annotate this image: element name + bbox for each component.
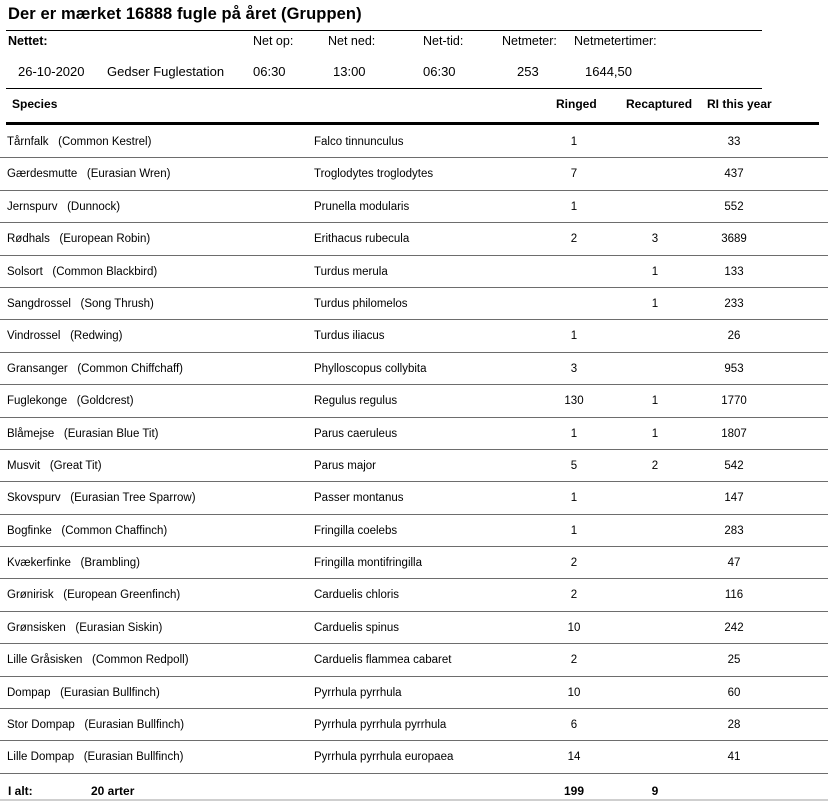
species-name: Blåmejse (Eurasian Blue Tit) — [7, 427, 159, 440]
latin-name: Carduelis chloris — [314, 589, 400, 602]
ringed-count: 5 — [570, 459, 578, 472]
col-recaptured: Recaptured — [626, 97, 693, 111]
ringed-count: 1 — [570, 330, 578, 343]
table-row — [0, 256, 828, 288]
species-name: Solsort (Common Blackbird) — [7, 265, 158, 278]
species-name: Gærdesmutte (Eurasian Wren) — [7, 168, 171, 181]
latin-name: Fringilla coelebs — [314, 524, 398, 537]
table-row — [0, 126, 828, 158]
col-ri-this-year: RI this year — [707, 97, 772, 111]
table-row — [0, 741, 828, 773]
year-count: 242 — [724, 621, 744, 634]
netmeter-value: 253 — [517, 64, 539, 79]
title-divider — [6, 30, 762, 31]
table-row — [0, 158, 828, 190]
ringed-count: 3 — [570, 362, 578, 375]
year-count: 1770 — [721, 395, 747, 408]
ringed-count: 2 — [570, 233, 578, 246]
netmetertimer-label: Netmetertimer: — [574, 34, 657, 48]
table-row — [0, 547, 828, 579]
species-name: Sangdrossel (Song Thrush) — [7, 297, 154, 310]
species-name: Gransanger (Common Chiffchaff) — [7, 362, 183, 375]
table-row — [0, 482, 828, 514]
net-op-label: Net op: — [253, 34, 294, 48]
ringed-count: 130 — [564, 395, 584, 408]
ringed-count: 14 — [567, 751, 581, 764]
ringed-count: 1 — [570, 200, 578, 213]
netmeter-label: Netmeter: — [502, 34, 557, 48]
net-op-value: 06:30 — [253, 64, 286, 79]
latin-name: Pyrrhula pyrrhula pyrrhula — [314, 719, 447, 732]
latin-name: Pyrrhula pyrrhula — [314, 686, 402, 699]
latin-name: Carduelis flammea cabaret — [314, 654, 452, 667]
ringed-count: 10 — [567, 686, 581, 699]
species-name: Bogfinke (Common Chaffinch) — [7, 524, 168, 537]
table-row — [0, 353, 828, 385]
ringed-count: 6 — [570, 719, 578, 732]
net-tid-value: 06:30 — [423, 64, 456, 79]
year-count: 33 — [727, 136, 741, 148]
report-title: Der er mærket 16888 fugle på året (Gruppen) — [8, 5, 362, 23]
latin-name: Falco tinnunculus — [314, 136, 404, 148]
col-species: Species — [12, 97, 58, 111]
species-name: Fuglekonge (Goldcrest) — [7, 395, 134, 408]
table-row — [0, 320, 828, 352]
latin-name: Erithacus rubecula — [314, 233, 410, 246]
species-name: Stor Dompap (Eurasian Bullfinch) — [7, 719, 185, 732]
ringed-count: 7 — [570, 168, 578, 181]
ringed-count: 1 — [570, 524, 578, 537]
year-count: 147 — [724, 492, 744, 505]
ringed-count: 2 — [570, 589, 578, 602]
totals-label: I alt: — [8, 784, 33, 798]
year-count: 542 — [724, 459, 744, 472]
date-value: 26-10-2020 — [18, 64, 85, 79]
table-row — [0, 385, 828, 417]
col-ringed: Ringed — [556, 97, 597, 111]
species-name: Vindrossel (Redwing) — [7, 330, 123, 343]
latin-name: Parus caeruleus — [314, 427, 398, 440]
year-count: 133 — [724, 265, 744, 278]
recaptured-count: 3 — [651, 233, 659, 246]
recaptured-count: 1 — [651, 427, 659, 440]
latin-name: Passer montanus — [314, 492, 404, 505]
totals-ringed: 199 — [563, 784, 585, 798]
latin-name: Fringilla montifringilla — [314, 557, 423, 570]
ringed-count: 2 — [570, 654, 578, 667]
year-count: 116 — [724, 589, 744, 602]
species-name: Tårnfalk (Common Kestrel) — [7, 136, 152, 148]
table-row — [0, 612, 828, 644]
totals-recaptured: 9 — [651, 784, 659, 798]
year-count: 28 — [727, 719, 741, 732]
year-count: 60 — [727, 686, 741, 699]
year-count: 26 — [727, 330, 741, 343]
table-row — [0, 677, 828, 709]
year-count: 3689 — [721, 233, 747, 246]
table-row — [0, 191, 828, 223]
nettet-label: Nettet: — [8, 34, 48, 48]
year-count: 437 — [724, 168, 744, 181]
latin-name: Turdus iliacus — [314, 330, 385, 343]
table-row — [0, 450, 828, 482]
year-count: 283 — [724, 524, 744, 537]
table-row — [0, 579, 828, 611]
year-count: 552 — [724, 200, 744, 213]
table-row — [0, 644, 828, 676]
year-count: 1807 — [721, 427, 747, 440]
header-divider — [6, 88, 762, 89]
table-row — [0, 515, 828, 547]
species-name: Grønirisk (European Greenfinch) — [7, 589, 181, 602]
table-row — [0, 288, 828, 320]
table-header-rule — [6, 122, 819, 125]
species-name: Dompap (Eurasian Bullfinch) — [7, 686, 160, 699]
recaptured-count: 2 — [651, 459, 659, 472]
species-name: Kvækerfinke (Brambling) — [7, 557, 140, 570]
ringed-count: 10 — [567, 621, 581, 634]
recaptured-count: 1 — [651, 265, 659, 278]
latin-name: Carduelis spinus — [314, 621, 400, 634]
species-name: Lille Dompap (Eurasian Bullfinch) — [7, 751, 184, 764]
species-table — [0, 126, 828, 774]
netmetertimer-value: 1644,50 — [585, 64, 632, 79]
species-name: Musvit (Great Tit) — [7, 459, 102, 472]
species-name: Lille Gråsisken (Common Redpoll) — [7, 654, 189, 667]
latin-name: Regulus regulus — [314, 395, 398, 408]
latin-name: Phylloscopus collybita — [314, 362, 427, 375]
year-count: 47 — [727, 557, 741, 570]
latin-name: Parus major — [314, 459, 376, 472]
species-name: Rødhals (European Robin) — [7, 233, 151, 246]
totals-species-count: 20 arter — [91, 784, 135, 798]
year-count: 233 — [724, 297, 744, 310]
species-name: Grønsisken (Eurasian Siskin) — [7, 621, 163, 634]
station-value: Gedser Fuglestation — [107, 64, 225, 79]
recaptured-count: 1 — [651, 395, 659, 408]
year-count: 25 — [727, 654, 741, 667]
year-count: 41 — [727, 751, 741, 764]
ringed-count: 1 — [570, 427, 578, 440]
net-ned-value: 13:00 — [333, 64, 366, 79]
latin-name: Turdus philomelos — [314, 297, 408, 310]
table-row — [0, 223, 828, 255]
table-row — [0, 418, 828, 450]
year-count: 953 — [724, 362, 744, 375]
latin-name: Pyrrhula pyrrhula europaea — [314, 751, 454, 764]
net-ned-label: Net ned: — [328, 34, 376, 48]
species-name: Skovspurv (Eurasian Tree Sparrow) — [7, 492, 196, 505]
latin-name: Troglodytes troglodytes — [314, 168, 434, 181]
recaptured-count: 1 — [651, 297, 659, 310]
species-name: Jernspurv (Dunnock) — [7, 200, 121, 213]
latin-name: Prunella modularis — [314, 200, 410, 213]
ringed-count: 2 — [570, 557, 578, 570]
table-row — [0, 709, 828, 741]
latin-name: Turdus merula — [314, 265, 388, 278]
ringed-count: 1 — [570, 492, 578, 505]
ringed-count: 1 — [570, 136, 578, 148]
net-tid-label: Net-tid: — [423, 34, 464, 48]
